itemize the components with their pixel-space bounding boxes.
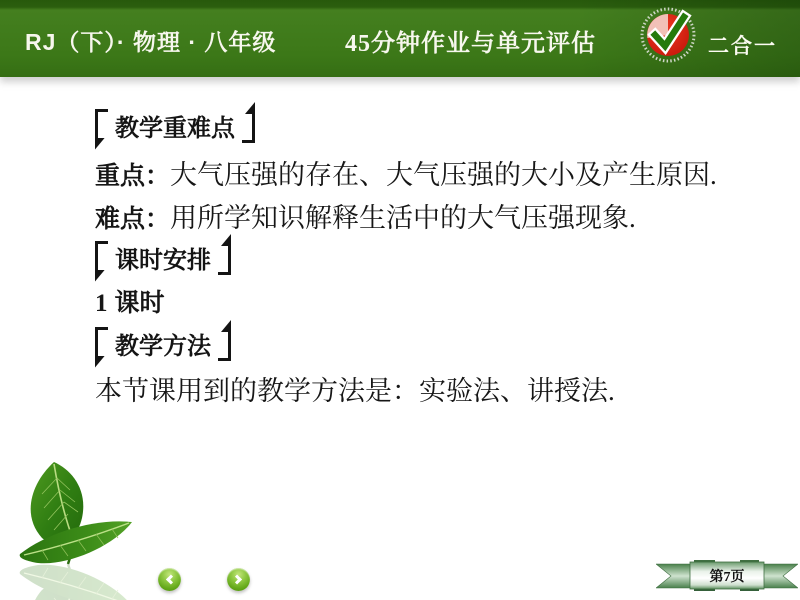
line-label: 难点： <box>95 205 171 233</box>
chevron-right-icon <box>232 575 242 585</box>
page-ribbon <box>656 556 798 594</box>
heading-text: 教学方法 <box>115 333 211 360</box>
badge-label: 二合一 <box>708 35 777 58</box>
heading-text: 课时安排 <box>115 247 211 274</box>
line-class-hours <box>95 283 164 319</box>
heading-key-points <box>95 108 255 143</box>
heading-schedule <box>95 240 231 275</box>
header-title-series: RJ（下）· 物理 · 八年级 <box>25 29 277 55</box>
bracket-left-icon <box>95 241 108 275</box>
bracket-right-icon <box>218 327 231 361</box>
header-bar <box>0 0 800 77</box>
heading-methods <box>95 326 231 361</box>
heading-text: 教学重难点 <box>115 115 235 142</box>
ribbon-right-wing <box>762 564 798 588</box>
line-text: 本节课用到的教学方法是：实验法、讲授法. <box>95 376 615 406</box>
header-title-book: 45分钟作业与单元评估 <box>345 31 596 57</box>
bracket-right-icon <box>242 109 255 143</box>
chevron-left-icon <box>166 575 176 585</box>
line-text: 用所学知识解释生活中的大气压强现象. <box>170 203 636 233</box>
bracket-left-icon <box>95 327 108 361</box>
line-difficult-point <box>95 196 636 235</box>
badge-check-logo <box>639 4 697 66</box>
line-text: 大气压强的存在、大气压强的大小及产生原因. <box>170 160 717 190</box>
next-slide-button[interactable] <box>227 568 250 591</box>
ribbon-left-wing <box>656 564 692 588</box>
hours-number: 1 <box>95 290 108 317</box>
bracket-left-icon <box>95 109 108 143</box>
line-methods <box>95 369 615 408</box>
page-number-label: 第7页 <box>709 570 745 585</box>
prev-slide-button[interactable] <box>158 568 181 591</box>
hours-text: 课时 <box>107 289 165 317</box>
line-label: 重点： <box>95 162 171 190</box>
line-key-point <box>95 153 717 192</box>
bracket-right-icon <box>218 241 231 275</box>
